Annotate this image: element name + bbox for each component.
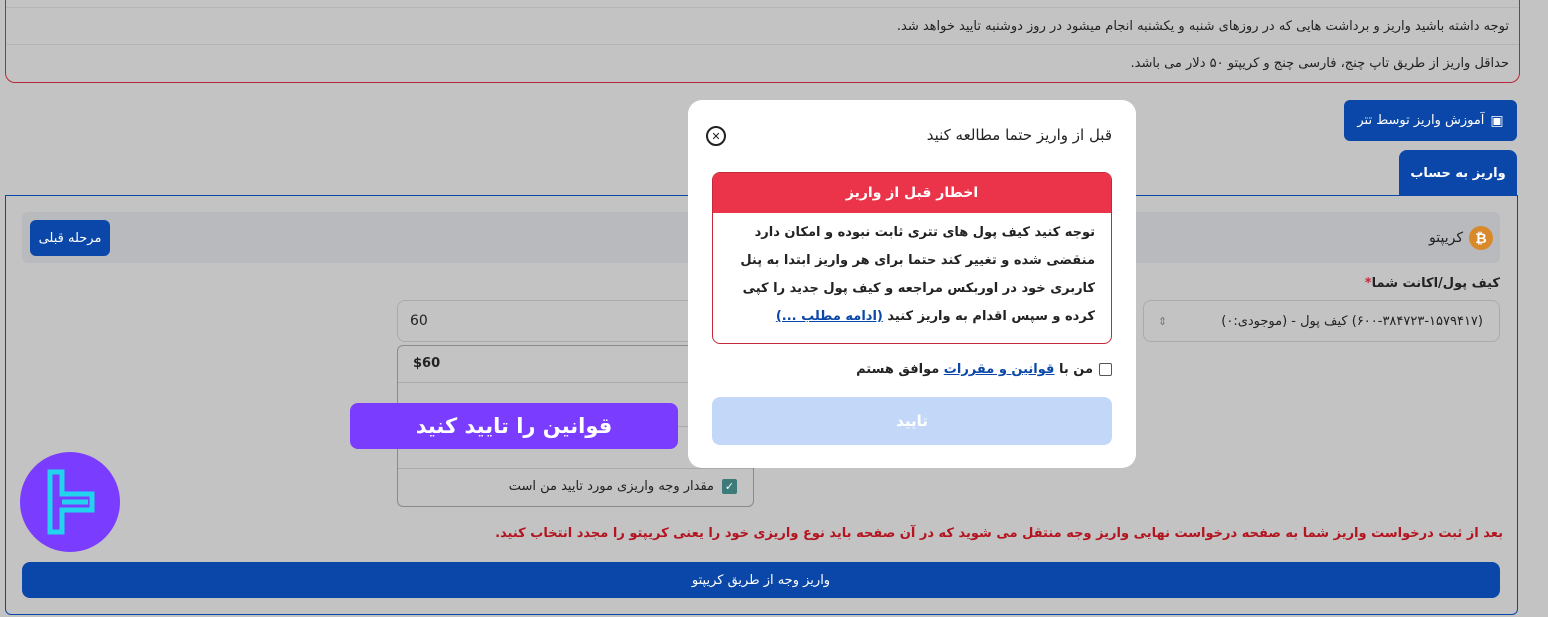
tab-deposit[interactable]: واریز به حساب [1399, 150, 1517, 196]
notice-line: حداقل واریز از طریق تاپ چنج، فارسی چنج و کریپتو ۵۰ دلار می باشد. [1130, 56, 1509, 71]
amount-input[interactable]: 60 [397, 300, 797, 342]
terms-link[interactable]: قوانین و مقررات [943, 362, 1055, 377]
wallet-select[interactable] [1143, 300, 1500, 342]
logo-icon [20, 452, 120, 552]
close-icon[interactable]: ✕ [706, 126, 726, 146]
brand-logo [20, 452, 120, 552]
wallet-value: (۶۰۰-۳۸۴۷۲۳-۱۵۷۹۴۱۷) کیف پول - (موجودی:۰) [1221, 313, 1483, 329]
notice-line: توجه داشته باشید واریز و برداشت هایی که در روزهای شنبه و یکشنبه انجام میشود در روز دوشنبه تایید خواهد شد. [896, 19, 1509, 34]
agree-prefix: من با [1054, 362, 1093, 377]
agree-checkbox[interactable] [1099, 363, 1112, 376]
confirm-amount-checkbox[interactable]: ✓ [722, 479, 737, 494]
confirm-terms-banner: قوانین را تایید کنید [350, 403, 678, 449]
confirm-amount-label: مقدار وجه واریزی مورد تایید من است [508, 479, 714, 494]
agree-suffix: موافق هستم [856, 362, 944, 377]
warning-text: توجه کنید کیف پول های تتری ثابت نبوده و امکان دارد منقضی شده و تغییر کند حتما برای هر واریز ابتدا به پنل کاربری خود در اوربکس مراجعه و کیف پول جدید را کپی کرده و سپس اقدام به واریز کنید [740, 225, 1095, 324]
terms-modal [688, 100, 1136, 468]
bitcoin-icon: ₿ [1469, 226, 1493, 250]
submit-crypto-button[interactable]: واریز وجه از طریق کریپتو [22, 562, 1500, 598]
method-label: کریپتو [1429, 230, 1463, 246]
video-icon: ▣ [1490, 112, 1504, 129]
redirect-note: بعد از ثبت درخواست واریز شما به صفحه درخواست نهایی واریز وجه منتقل می شوید که در آن صفحه باید نوع واریزی خود را یعنی کریپتو را مجدد انتخاب کنید. [495, 526, 1503, 541]
prev-step-button[interactable]: مرحله قبلی [30, 220, 110, 256]
wallet-label: کیف پول/اکانت شما* [1364, 276, 1500, 291]
summary-amount: $60 [413, 356, 441, 371]
tutorial-button[interactable] [1344, 100, 1517, 141]
chevron-updown-icon: ⇕ [1158, 314, 1168, 328]
tutorial-label: آموزش واریز توسط تتر [1357, 113, 1485, 128]
read-more-link[interactable]: (ادامه مطلب ...) [775, 309, 883, 324]
notice-box [5, 0, 1520, 83]
warning-box [712, 172, 1112, 344]
confirm-button[interactable]: تایید [712, 397, 1112, 445]
modal-title: قبل از واریز حتما مطالعه کنید [926, 126, 1112, 144]
warning-title: اخطار قبل از واریز [713, 173, 1111, 213]
